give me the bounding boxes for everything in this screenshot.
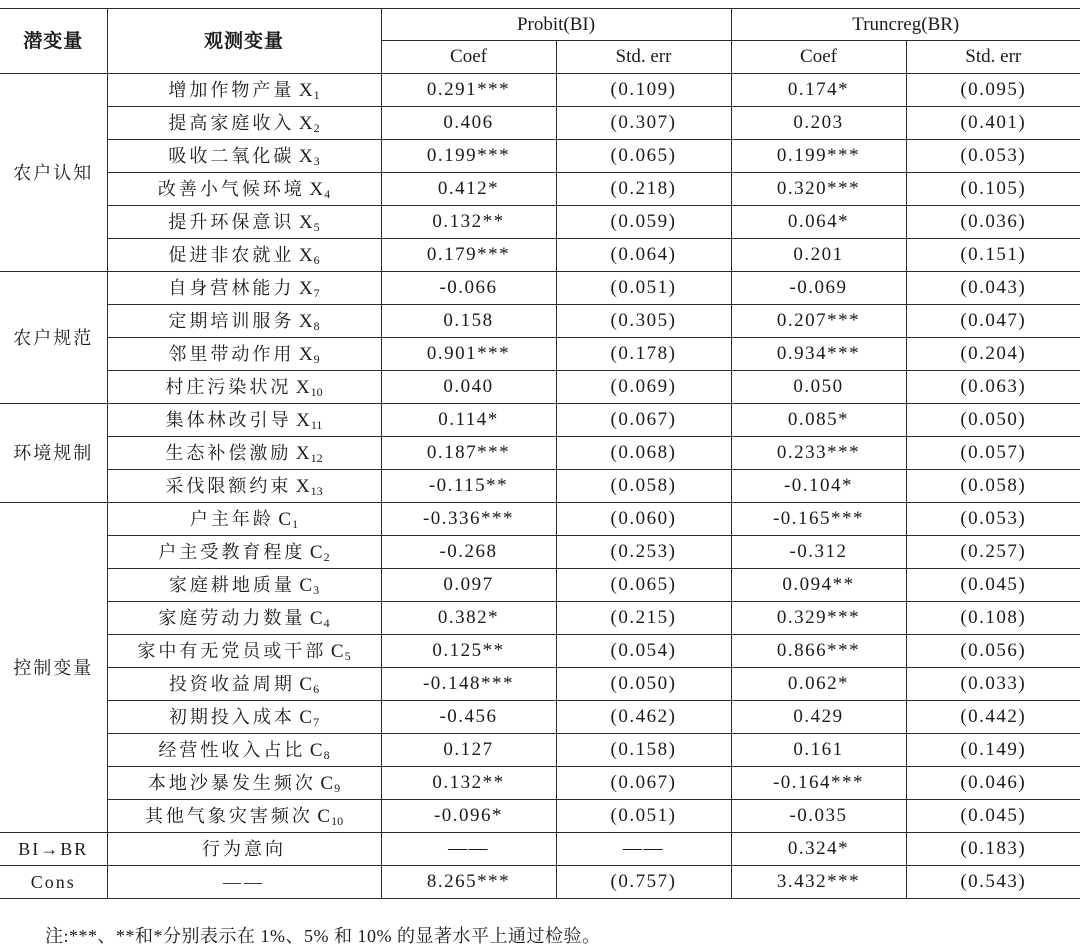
- variable-symbol: X: [298, 79, 313, 101]
- truncreg-std-err-cell: (0.058): [906, 470, 1080, 503]
- table-body: [0, 74, 1080, 899]
- probit-coef-cell: 0.158: [381, 305, 556, 338]
- truncreg-std-err-cell: (0.053): [906, 503, 1080, 536]
- probit-coef-cell: -0.336***: [381, 503, 556, 536]
- observed-variable-cell: [107, 866, 381, 899]
- table-row: [0, 173, 1080, 206]
- truncreg-coef-cell: -0.104*: [731, 470, 906, 503]
- observed-variable-cell: [107, 173, 381, 206]
- truncreg-coef-cell: 0.320***: [731, 173, 906, 206]
- observed-variable-name: 家庭劳动力数量: [158, 607, 306, 628]
- latent-variable-cell: Cons: [0, 866, 107, 899]
- observed-variable-cell: [107, 107, 381, 140]
- probit-coef-cell: 0.412*: [381, 173, 556, 206]
- truncreg-std-err-cell: (0.056): [906, 635, 1080, 668]
- probit-model-header: Probit(BI): [381, 9, 731, 41]
- truncreg-coef-cell: -0.164***: [731, 767, 906, 800]
- probit-coef-cell: -0.456: [381, 701, 556, 734]
- variable-subscript: 3: [313, 582, 320, 597]
- truncreg-std-err-cell: (0.045): [906, 800, 1080, 833]
- truncreg-coef-header: Coef: [731, 41, 906, 74]
- truncreg-std-err-cell: (0.050): [906, 404, 1080, 437]
- latent-variable-header: 潜变量: [0, 9, 107, 74]
- observed-variable-cell: [107, 800, 381, 833]
- probit-std-err-cell: (0.065): [556, 569, 731, 602]
- observed-variable-name: 提升环保意识: [168, 211, 295, 232]
- observed-variable-cell: [107, 734, 381, 767]
- probit-std-err-cell: (0.109): [556, 74, 731, 107]
- variable-symbol: C: [320, 772, 334, 794]
- observed-variable-name: 集体林改引导: [165, 409, 292, 430]
- probit-coef-cell: 0.382*: [381, 602, 556, 635]
- table-row: [0, 140, 1080, 173]
- probit-std-err-cell: (0.069): [556, 371, 731, 404]
- observed-variable-name: 促进非农就业: [168, 244, 295, 265]
- probit-std-err-cell: (0.757): [556, 866, 731, 899]
- variable-subscript: 11: [310, 417, 323, 432]
- observed-variable-cell: [107, 338, 381, 371]
- table-row: [0, 701, 1080, 734]
- table-row: [0, 635, 1080, 668]
- variable-symbol: C: [309, 607, 323, 629]
- table-row: [0, 866, 1080, 899]
- probit-coef-cell: 0.406: [381, 107, 556, 140]
- variable-subscript: 10: [310, 384, 323, 399]
- table-row: [0, 602, 1080, 635]
- variable-symbol: X: [296, 409, 310, 431]
- table-row: [0, 437, 1080, 470]
- observed-variable-header: 观测变量: [107, 9, 381, 74]
- observed-variable-name: 经营性收入占比: [158, 739, 306, 760]
- variable-symbol: X: [298, 112, 313, 134]
- probit-std-err-cell: (0.307): [556, 107, 731, 140]
- probit-std-err-cell: (0.462): [556, 701, 731, 734]
- variable-subscript: 4: [324, 186, 331, 201]
- observed-variable-name: 吸收二氧化碳: [168, 145, 295, 166]
- probit-coef-cell: -0.066: [381, 272, 556, 305]
- variable-subscript: 2: [313, 120, 320, 135]
- variable-symbol: X: [298, 310, 313, 332]
- variable-symbol: C: [299, 706, 313, 728]
- probit-coef-cell: 0.901***: [381, 338, 556, 371]
- latent-variable-cell: BI→BR: [0, 833, 107, 866]
- truncreg-std-err-cell: (0.095): [906, 74, 1080, 107]
- variable-symbol: X: [298, 343, 313, 365]
- observed-variable-name: 增加作物产量: [168, 79, 295, 100]
- truncreg-model-header: Truncreg(BR): [731, 9, 1080, 41]
- variable-symbol: X: [309, 178, 324, 200]
- probit-std-err-cell: (0.305): [556, 305, 731, 338]
- observed-variable-cell: [107, 602, 381, 635]
- variable-symbol: X: [298, 277, 313, 299]
- probit-std-err-cell: (0.067): [556, 404, 731, 437]
- observed-variable-name: 行为意向: [202, 839, 286, 859]
- probit-std-err-cell: (0.178): [556, 338, 731, 371]
- observed-variable-cell: [107, 437, 381, 470]
- table-row: [0, 767, 1080, 800]
- table-row: [0, 305, 1080, 338]
- truncreg-coef-cell: 0.429: [731, 701, 906, 734]
- variable-symbol: X: [295, 442, 310, 464]
- observed-variable-cell: [107, 272, 381, 305]
- observed-variable-cell: [107, 701, 381, 734]
- table-row: [0, 569, 1080, 602]
- table-row: [0, 503, 1080, 536]
- truncreg-coef-cell: 0.050: [731, 371, 906, 404]
- truncreg-std-err-cell: (0.401): [906, 107, 1080, 140]
- table-row: [0, 470, 1080, 503]
- probit-std-err-cell: (0.059): [556, 206, 731, 239]
- probit-std-err-cell: (0.215): [556, 602, 731, 635]
- variable-symbol: X: [298, 211, 313, 233]
- observed-variable-name: 生态补偿激励: [165, 442, 292, 463]
- observed-variable-name: 自身营林能力: [168, 277, 295, 298]
- table-row: [0, 206, 1080, 239]
- observed-variable-name: 家中有无党员或干部: [137, 640, 327, 661]
- variable-subscript: 5: [344, 648, 351, 663]
- variable-subscript: 1: [313, 87, 320, 102]
- truncreg-std-err-header: Std. err: [906, 41, 1080, 74]
- truncreg-std-err-cell: (0.204): [906, 338, 1080, 371]
- truncreg-coef-cell: 0.201: [731, 239, 906, 272]
- probit-std-err-cell: (0.054): [556, 635, 731, 668]
- latent-variable-cell: 农户认知: [0, 74, 107, 272]
- header-row: [0, 9, 1080, 41]
- observed-variable-cell: [107, 305, 381, 338]
- variable-symbol: X: [298, 244, 313, 266]
- variable-subscript: 6: [313, 681, 320, 696]
- truncreg-coef-cell: 0.062*: [731, 668, 906, 701]
- observed-variable-cell: [107, 536, 381, 569]
- observed-variable-name: 户主年龄: [189, 508, 274, 529]
- truncreg-coef-cell: -0.069: [731, 272, 906, 305]
- probit-coef-cell: 0.114*: [381, 404, 556, 437]
- observed-variable-cell: [107, 74, 381, 107]
- observed-variable-cell: [107, 470, 381, 503]
- probit-std-err-cell: (0.050): [556, 668, 731, 701]
- truncreg-std-err-cell: (0.149): [906, 734, 1080, 767]
- variable-symbol: X: [295, 376, 310, 398]
- probit-coef-cell: 8.265***: [381, 866, 556, 899]
- probit-coef-cell: -0.115**: [381, 470, 556, 503]
- truncreg-coef-cell: 0.174*: [731, 74, 906, 107]
- table-row: [0, 239, 1080, 272]
- probit-std-err-cell: (0.067): [556, 767, 731, 800]
- truncreg-std-err-cell: (0.057): [906, 437, 1080, 470]
- truncreg-std-err-cell: (0.257): [906, 536, 1080, 569]
- truncreg-std-err-cell: (0.033): [906, 668, 1080, 701]
- observed-variable-cell: [107, 404, 381, 437]
- truncreg-std-err-cell: (0.046): [906, 767, 1080, 800]
- probit-coef-cell: 0.199***: [381, 140, 556, 173]
- table-row: [0, 74, 1080, 107]
- truncreg-std-err-cell: (0.047): [906, 305, 1080, 338]
- truncreg-coef-cell: -0.035: [731, 800, 906, 833]
- observed-variable-cell: [107, 668, 381, 701]
- variable-subscript: 9: [313, 351, 320, 366]
- variable-subscript: 4: [323, 615, 330, 630]
- probit-std-err-cell: (0.051): [556, 272, 731, 305]
- truncreg-std-err-cell: (0.151): [906, 239, 1080, 272]
- observed-variable-name: 投资收益周期: [168, 673, 295, 694]
- variable-subscript: 3: [313, 153, 320, 168]
- probit-coef-header: Coef: [381, 41, 556, 74]
- truncreg-std-err-cell: (0.543): [906, 866, 1080, 899]
- truncreg-coef-cell: 0.064*: [731, 206, 906, 239]
- variable-subscript: 7: [313, 285, 320, 300]
- probit-coef-cell: 0.040: [381, 371, 556, 404]
- truncreg-coef-cell: 0.161: [731, 734, 906, 767]
- variable-symbol: C: [317, 805, 331, 827]
- probit-std-err-cell: (0.051): [556, 800, 731, 833]
- truncreg-std-err-cell: (0.036): [906, 206, 1080, 239]
- table-row: [0, 833, 1080, 866]
- variable-subscript: 1: [292, 516, 299, 531]
- truncreg-std-err-cell: (0.053): [906, 140, 1080, 173]
- table-row: [0, 338, 1080, 371]
- probit-std-err-cell: (0.218): [556, 173, 731, 206]
- variable-symbol: X: [298, 145, 313, 167]
- probit-coef-cell: 0.097: [381, 569, 556, 602]
- probit-std-err-cell: (0.064): [556, 239, 731, 272]
- variable-symbol: C: [309, 739, 323, 761]
- truncreg-coef-cell: 0.233***: [731, 437, 906, 470]
- truncreg-coef-cell: 0.934***: [731, 338, 906, 371]
- observed-variable-name: 初期投入成本: [168, 706, 295, 727]
- table-note: 注:***、**和*分别表示在 1%、5% 和 10% 的显著水平上通过检验。: [45, 926, 601, 946]
- truncreg-std-err-cell: (0.045): [906, 569, 1080, 602]
- observed-variable-name: 村庄污染状况: [165, 376, 292, 397]
- observed-variable-cell: [107, 206, 381, 239]
- probit-std-err-cell: (0.158): [556, 734, 731, 767]
- observed-variable-name: 定期培训服务: [168, 310, 295, 331]
- probit-coef-cell: -0.148***: [381, 668, 556, 701]
- observed-variable-name: 改善小气候环境: [157, 178, 305, 199]
- probit-coef-cell: 0.291***: [381, 74, 556, 107]
- variable-subscript: 10: [331, 813, 344, 828]
- truncreg-std-err-cell: (0.105): [906, 173, 1080, 206]
- variable-symbol: C: [309, 541, 323, 563]
- observed-variable-name: 采伐限额约束: [165, 475, 292, 496]
- variable-subscript: 12: [310, 450, 323, 465]
- table-row: [0, 536, 1080, 569]
- observed-variable-cell: [107, 371, 381, 404]
- probit-std-err-cell: (0.060): [556, 503, 731, 536]
- probit-coef-cell: ——: [381, 833, 556, 866]
- truncreg-coef-cell: 0.207***: [731, 305, 906, 338]
- variable-subscript: 5: [313, 219, 320, 234]
- table-row: [0, 107, 1080, 140]
- table-row: [0, 734, 1080, 767]
- truncreg-coef-cell: 0.094**: [731, 569, 906, 602]
- probit-coef-cell: 0.127: [381, 734, 556, 767]
- truncreg-std-err-cell: (0.108): [906, 602, 1080, 635]
- variable-subscript: 13: [310, 483, 323, 498]
- truncreg-std-err-cell: (0.183): [906, 833, 1080, 866]
- observed-variable-cell: [107, 767, 381, 800]
- table-row: [0, 272, 1080, 305]
- observed-variable-cell: [107, 569, 381, 602]
- observed-variable-name: 邻里带动作用: [168, 343, 295, 364]
- table-header: [0, 9, 1080, 74]
- truncreg-coef-cell: 0.866***: [731, 635, 906, 668]
- observed-variable-name: 提高家庭收入: [168, 112, 295, 133]
- observed-variable-cell: [107, 503, 381, 536]
- probit-coef-cell: -0.268: [381, 536, 556, 569]
- table-row: [0, 404, 1080, 437]
- truncreg-coef-cell: 0.085*: [731, 404, 906, 437]
- variable-symbol: X: [295, 475, 310, 497]
- table-row: [0, 800, 1080, 833]
- regression-table: [0, 8, 1080, 899]
- variable-subscript: 8: [313, 318, 320, 333]
- truncreg-std-err-cell: (0.063): [906, 371, 1080, 404]
- observed-variable-name: 本地沙暴发生频次: [147, 772, 316, 793]
- truncreg-coef-cell: 3.432***: [731, 866, 906, 899]
- probit-coef-cell: 0.125**: [381, 635, 556, 668]
- truncreg-coef-cell: -0.312: [731, 536, 906, 569]
- observed-variable-cell: [107, 140, 381, 173]
- variable-subscript: 7: [313, 714, 320, 729]
- latent-variable-cell: 环境规制: [0, 404, 107, 503]
- probit-coef-cell: 0.179***: [381, 239, 556, 272]
- probit-std-err-header: Std. err: [556, 41, 731, 74]
- probit-coef-cell: 0.187***: [381, 437, 556, 470]
- probit-std-err-cell: (0.068): [556, 437, 731, 470]
- probit-std-err-cell: (0.253): [556, 536, 731, 569]
- variable-subscript: 2: [323, 549, 330, 564]
- table-row: [0, 668, 1080, 701]
- truncreg-coef-cell: 0.329***: [731, 602, 906, 635]
- probit-std-err-cell: (0.058): [556, 470, 731, 503]
- probit-coef-cell: 0.132**: [381, 767, 556, 800]
- truncreg-coef-cell: 0.324*: [731, 833, 906, 866]
- observed-variable-cell: [107, 635, 381, 668]
- observed-variable-name: ——: [223, 872, 265, 892]
- variable-symbol: C: [278, 508, 292, 530]
- observed-variable-cell: [107, 833, 381, 866]
- variable-symbol: C: [299, 574, 313, 596]
- truncreg-coef-cell: 0.203: [731, 107, 906, 140]
- latent-variable-cell: 控制变量: [0, 503, 107, 833]
- variable-subscript: 8: [323, 747, 330, 762]
- observed-variable-name: 其他气象灾害频次: [144, 805, 313, 826]
- truncreg-coef-cell: -0.165***: [731, 503, 906, 536]
- observed-variable-cell: [107, 239, 381, 272]
- observed-variable-name: 户主受教育程度: [158, 541, 306, 562]
- truncreg-coef-cell: 0.199***: [731, 140, 906, 173]
- observed-variable-name: 家庭耕地质量: [168, 574, 295, 595]
- variable-symbol: C: [299, 673, 313, 695]
- probit-coef-cell: -0.096*: [381, 800, 556, 833]
- variable-subscript: 9: [334, 780, 341, 795]
- variable-symbol: C: [330, 640, 344, 662]
- probit-std-err-cell: ——: [556, 833, 731, 866]
- latent-variable-cell: 农户规范: [0, 272, 107, 404]
- probit-coef-cell: 0.132**: [381, 206, 556, 239]
- truncreg-std-err-cell: (0.043): [906, 272, 1080, 305]
- truncreg-std-err-cell: (0.442): [906, 701, 1080, 734]
- variable-subscript: 6: [313, 252, 320, 267]
- probit-std-err-cell: (0.065): [556, 140, 731, 173]
- table-row: [0, 371, 1080, 404]
